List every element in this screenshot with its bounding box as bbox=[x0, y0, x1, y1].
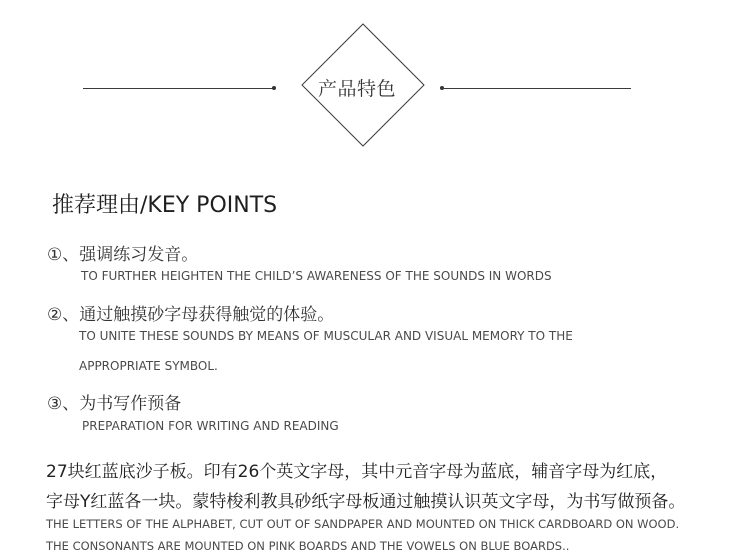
section-title: 推荐理由/KEY POINTS bbox=[52, 193, 278, 218]
point-1-zh: ①、强调练习发音。 bbox=[47, 245, 199, 265]
description-zh-line-1: 27块红蓝底沙子板。印有26个英文字母，其中元音字母为蓝底，辅音字母为红底， bbox=[46, 462, 668, 482]
header-divider-left bbox=[83, 88, 274, 89]
point-1-en: TO FURTHER HEIGHTEN THE CHILD’S AWARENESS OF THE SOUNDS IN WORDS bbox=[81, 269, 552, 283]
point-2-zh: ②、通过触摸砂字母获得触觉的体验。 bbox=[47, 305, 335, 325]
point-3-zh: ③、为书写作预备 bbox=[47, 394, 182, 414]
point-2-en-line-1: TO UNITE THESE SOUNDS BY MEANS OF MUSCULAR AND VISUAL MEMORY TO THE bbox=[79, 329, 573, 343]
point-3-en: PREPARATION FOR WRITING AND READING bbox=[82, 419, 339, 433]
point-2-en-line-2: APPROPRIATE SYMBOL. bbox=[79, 359, 218, 373]
description-zh-line-2: 字母Y红蓝各一块。蒙特梭利教具砂纸字母板通过触摸认识英文字母，为书写做预备。 bbox=[46, 492, 686, 512]
description-en-line-2: THE CONSONANTS ARE MOUNTED ON PINK BOARDS AND THE VOWELS ON BLUE BOARDS.. bbox=[46, 539, 570, 553]
header-divider-right bbox=[441, 88, 631, 89]
description-en-line-1: THE LETTERS OF THE ALPHABET, CUT OUT OF SANDPAPER AND MOUNTED ON THICK CARDBOARD ON WOOD. bbox=[46, 517, 680, 531]
header-title: 产品特色 bbox=[318, 78, 397, 100]
header-divider-left-dot bbox=[272, 86, 276, 90]
